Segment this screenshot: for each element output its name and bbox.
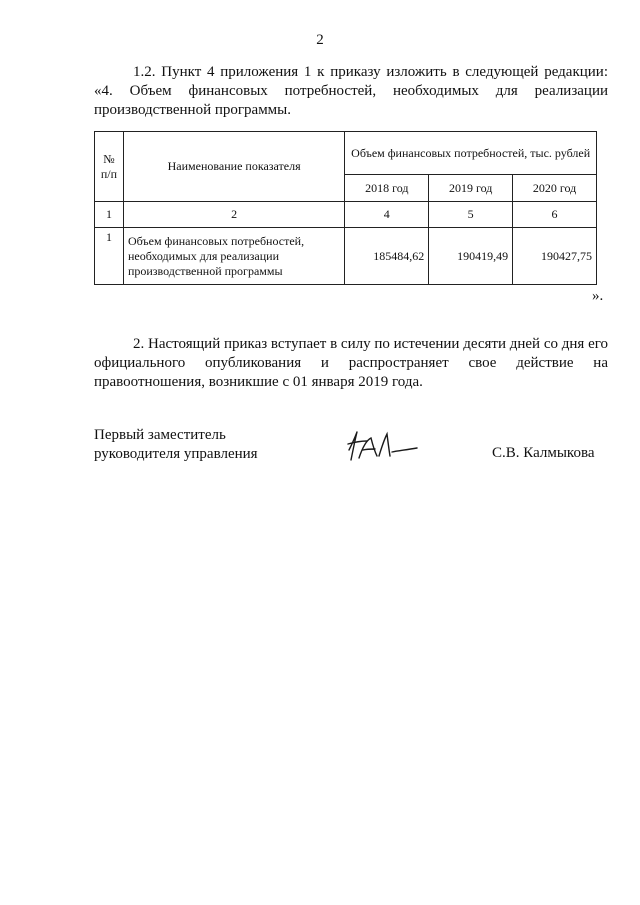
- numbering-cell: 1: [95, 202, 124, 228]
- paragraph-1-line-3: производственной программы.: [94, 102, 292, 118]
- row-value-2019: 190419,49: [429, 228, 513, 285]
- numbering-cell: 2: [123, 202, 344, 228]
- handwritten-signature: [345, 428, 425, 464]
- numbering-cell: 6: [513, 202, 597, 228]
- paragraph-2-line-3: правоотношения, возникшие с 01 января 2019 года.: [94, 374, 423, 390]
- table-row: [95, 228, 597, 285]
- header-volume: Объем финансовых потребностей, тыс. рублей: [345, 132, 597, 175]
- paragraph-2-line-1: 2. Настоящий приказ вступает в силу по истечении десяти дней со дня его: [133, 336, 608, 352]
- row-value-2018: 185484,62: [345, 228, 429, 285]
- header-year-2018: 2018 год: [345, 175, 429, 202]
- numbering-cell: 4: [345, 202, 429, 228]
- paragraph-1-line-1: 1.2. Пункт 4 приложения 1 к приказу изложить в следующей редакции:: [133, 64, 608, 80]
- financial-needs-table: [94, 131, 597, 285]
- page-number: 2: [316, 32, 324, 48]
- numbering-cell: 5: [429, 202, 513, 228]
- signatory-title-line-2: руководителя управления: [94, 446, 258, 462]
- row-num: 1: [95, 228, 124, 285]
- header-name: Наименование показателя: [123, 132, 344, 202]
- paragraph-2-line-2: официального опубликования и распространяет свое действие на: [94, 355, 608, 371]
- row-name: Объем финансовых потребностей, необходимых для реализации производственной программы: [123, 228, 344, 285]
- signatory-title: [94, 426, 258, 464]
- header-year-2020: 2020 год: [513, 175, 597, 202]
- signatory-title-line-1: Первый заместитель: [94, 427, 226, 443]
- table-numbering-row: [95, 202, 597, 228]
- row-value-2020: 190427,75: [513, 228, 597, 285]
- signatory-name: С.В. Калмыкова: [492, 445, 595, 461]
- header-num: № п/п: [95, 132, 124, 202]
- header-year-2019: 2019 год: [429, 175, 513, 202]
- table-header-row: [95, 132, 597, 175]
- closing-quote: ».: [592, 288, 604, 304]
- paragraph-1-line-2: «4. Объем финансовых потребностей, необходимых для реализации: [94, 83, 608, 99]
